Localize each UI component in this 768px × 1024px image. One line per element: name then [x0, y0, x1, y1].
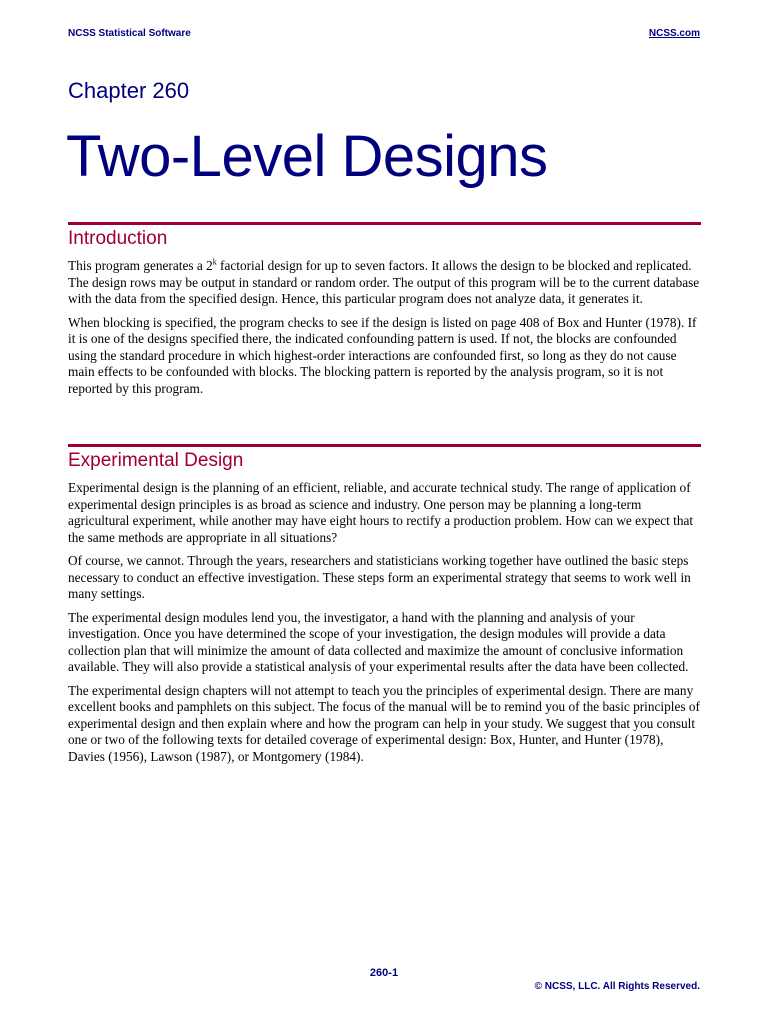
experimental-paragraph-1: Experimental design is the planning of an efficient, reliable, and accurate technical study. The range of application of experimental design principles is as broad as science and industry. One person may be planning a long-term agricultural experiment, while another may have eight hours to rectify a production problem. How can we expect that the same methods are appropriate in all situations? [68, 480, 694, 545]
header-website-link[interactable]: NCSS.com [648, 28, 700, 39]
page-number: 260-1 [369, 967, 399, 979]
introduction-paragraph-1: This program generates a 2$^k$ factorial design for up to seven factors. It allows the design to be blocked and replicated. The design rows may be output in standard or random order. The output of this program will be to the current database with the data from the specified design. Hence, this particular program does not analyze data, it generates it. [68, 257, 700, 306]
section-heading-experimental-design: Experimental Design [68, 450, 244, 471]
copyright-notice: © NCSS, LLC. All Rights Reserved. [534, 981, 700, 992]
section-divider-introduction [68, 222, 701, 225]
introduction-paragraph-2: When blocking is specified, the program checks to see if the design is listed on page 408 of Box and Hunter (1978). If it is one of the designs specified there, the indicated confounding pattern is used. If not, the blocks are confounded using the standard procedure in which highest-order interactions are confounded first, so long as they do not cause main effects to be confounded with blocks. The blocking pattern is reported by the analysis program, so it is not reported by this program. [68, 314, 697, 396]
experimental-paragraph-4: The experimental design chapters will not attempt to teach you the principles of experimental design. There are many excellent books and pamphlets on this subject. The focus of the manual will be to remind you of the basic principles of experimental design and then explain where and how the program can help in your study. We suggest that you consult one or two of the following texts for detailed coverage of experimental design: Box, Hunter, and Hunter (1978), Davies (1956), Lawson (1987), or Montgomery (1984). [68, 682, 700, 764]
experimental-design-body [68, 480, 701, 772]
header-software-name: NCSS Statistical Software [68, 28, 191, 39]
experimental-paragraph-2: Of course, we cannot. Through the years, researchers and statisticians working together have outlined the basic steps necessary to conduct an effective investigation. These steps form an experimental strategy that seems to work well in many settings. [68, 553, 691, 601]
introduction-body [68, 258, 701, 404]
superscript-k: k [212, 257, 217, 267]
experimental-paragraph-3: The experimental design modules lend you, the investigator, a hand with the planning and analysis of your investigation. Once you have determined the scope of your investigation, the design modules will provide a data collection plan that will minimize the amount of data collected and maximize the amount of conclusive information available. They will also provide a statistical analysis of your experimental results after the data have been collected. [68, 609, 689, 674]
section-divider-experimental-design [68, 444, 701, 447]
section-heading-introduction: Introduction [68, 228, 168, 249]
chapter-number: Chapter 260 [68, 78, 190, 103]
page-title: Two-Level Designs [66, 124, 548, 189]
